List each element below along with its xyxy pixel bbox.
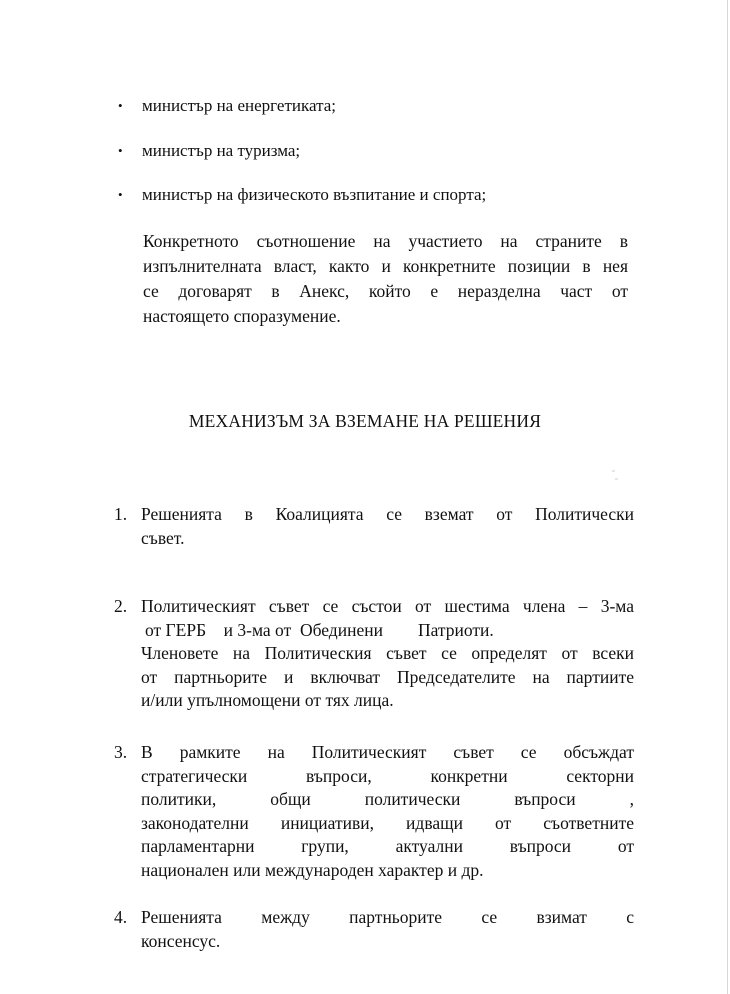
item-line: парламентарни групи, актуални въпроси от — [141, 836, 634, 856]
page-edge — [727, 0, 728, 994]
numbered-item — [114, 906, 634, 953]
item-line: стратегически въпроси, конкретни секторни — [141, 765, 634, 786]
item-line: законодателни инициативи, идващи от съответните — [141, 812, 634, 833]
paragraph-line: Конкретното съотношение на участието на страните в — [143, 231, 628, 251]
bullet-item — [118, 141, 300, 161]
item-line: национален или международен характер и др. — [141, 859, 484, 880]
item-line: Членовете на Политическия съвет се определят от всеки — [141, 643, 634, 663]
item-body — [141, 906, 634, 953]
bullet-icon: • — [118, 187, 123, 202]
item-body — [141, 503, 634, 550]
numbered-item — [114, 503, 634, 550]
item-line: Решенията между партньорите се взимат с — [141, 907, 634, 927]
bullet-item — [118, 96, 336, 116]
paragraph-line: се договарят в Анекс, който е неразделна част от — [143, 281, 628, 301]
item-number: 4. — [114, 907, 128, 927]
bullet-icon: • — [118, 143, 123, 158]
item-line: Политическият съвет се състои от шестима члена – 3-ма — [141, 596, 634, 616]
item-body — [141, 595, 634, 713]
bullet-item — [118, 185, 486, 205]
bullet-text: министър на енергетиката; — [142, 96, 336, 115]
item-line: и/или упълномощени от тях лица. — [141, 690, 394, 710]
bullet-icon: • — [118, 98, 123, 113]
item-body — [141, 741, 634, 882]
annex-paragraph — [143, 229, 628, 329]
paragraph-line: настоящето споразумение. — [143, 306, 341, 326]
item-line: политики, общи политически въпроси , — [141, 789, 634, 809]
numbered-item — [114, 595, 634, 713]
bullet-text: министър на физическото възпитание и спорта; — [142, 185, 487, 204]
scan-speck — [615, 478, 618, 480]
paragraph-line: изпълнителната власт, както и конкретните позиции в нея — [143, 256, 628, 276]
item-line: от ГЕРБ и 3-ма от Обединени Патриоти. — [145, 619, 494, 640]
item-line: консенсус. — [141, 930, 221, 951]
item-number: 3. — [114, 742, 128, 762]
numbered-item — [114, 741, 634, 882]
scan-speck — [612, 470, 615, 472]
bullet-text: министър на туризма; — [142, 141, 301, 160]
section-heading: МЕХАНИЗЪМ ЗА ВЗЕМАНЕ НА РЕШЕНИЯ — [188, 411, 542, 431]
item-line: от партньорите и включват Председателите на партиите — [141, 666, 634, 687]
item-number: 1. — [114, 504, 128, 524]
item-line: съвет. — [141, 527, 185, 548]
item-line: В рамките на Политическият съвет се обсъждат — [141, 742, 634, 762]
item-number: 2. — [114, 596, 128, 616]
item-line: Решенията в Коалицията се вземат от Политически — [141, 504, 634, 524]
